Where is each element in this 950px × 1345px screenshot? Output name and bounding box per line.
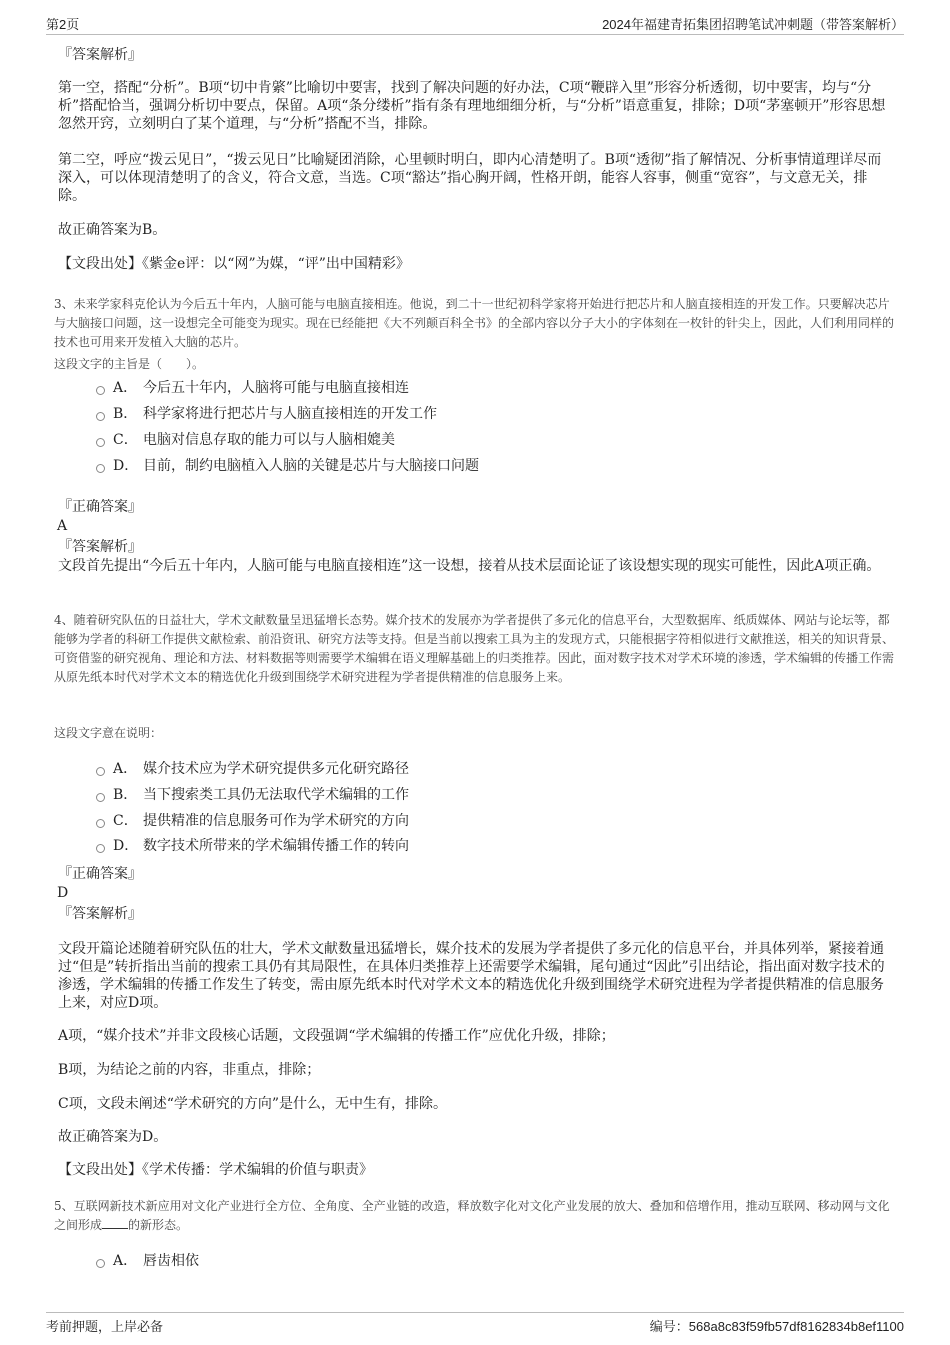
q3-option-b[interactable]: B． 科学家将进行把芯片与人脑直接相连的开发工作: [96, 405, 437, 423]
q4-answer-heading: 『正确答案』: [58, 866, 142, 882]
q4-source: 【文段出处】《学术传播：学术编辑的价值与职责》: [58, 1162, 373, 1178]
q4-analysis-heading: 『答案解析』: [58, 906, 142, 922]
q4-option-b[interactable]: B． 当下搜索类工具仍无法取代学术编辑的工作: [96, 786, 409, 804]
q4-option-c[interactable]: C． 提供精准的信息服务可作为学术研究的方向: [96, 812, 409, 830]
q2-analysis-p2: 第二空，呼应“拨云见日”，“拨云见日”比喻疑团消除，心里顿时明白，即内心清楚明了。B项“透彻”指了解情况、分析事情道理详尽而深入，可以体现清楚明了的含义，符合文意，当选。C项“豁达”指心胸开阔，性格开朗，能容人容事，侧重“宽容”，与文意无关，排除。: [58, 152, 882, 204]
radio-icon[interactable]: [96, 844, 105, 853]
q4-option-a-note: A项，“媒介技术”并非文段核心话题，文段强调“学术编辑的传播工作”应优化升级，排除；: [58, 1028, 615, 1044]
q3-answer: A: [57, 518, 68, 534]
q2-conclusion: 故正确答案为B。: [58, 222, 167, 238]
q4-option-b-note: B项，为结论之前的内容，非重点，排除；: [58, 1062, 321, 1078]
document-title: 2024年福建青拓集团招聘笔试冲刺题（带答案解析）: [602, 17, 904, 32]
q4-stem: 4、随着研究队伍的日益壮大，学术文献数量呈迅猛增长态势。媒介技术的发展亦为学者提供了多元化的信息平台，大型数据库、纸质媒体、网站与论坛等，都能够为学者的科研工作提供文献检索、前沿资讯、研究方法等支持。但是当前以搜索工具为主的发现方式，只能根据字符相似进行文献推送，相关的知识背景、可资借鉴的研究视角、理论和方法、材料数据等则需要学术编辑在语义理解基础上的归类推荐。因此，面对数字技术对学术环境的渗透，学术编辑的传播工作需从原先纸本时代对学术文本的精选优化升级到围绕学术研究进程为学者提供精准的信息服务上来。: [54, 613, 895, 684]
q4-answer: D: [57, 885, 69, 901]
q2-source: 【文段出处】《紫金e评：以“网”为媒，“评”出中国精彩》: [58, 256, 410, 272]
q3-stem: 3、未来学家科克伦认为今后五十年内，人脑可能与电脑直接相连。他说，到二十一世纪初科学家将开始进行把芯片和人脑直接相连的开发工作。只要解决芯片与大脑接口问题，这一设想完全可能变为现实。现在已经能把《大不列颠百科全书》的全部内容以分子大小的字体刻在一枚针的针尖上，因此，人们利用同样的技术也可用来开发植入大脑的芯片。: [54, 297, 895, 349]
document-code: 编号：568a8c83f59fb57df8162834b8ef1100: [649, 1319, 904, 1334]
page-number: 第2页: [46, 17, 80, 32]
q4-option-c-note: C项，文段未阐述“学术研究的方向”是什么，无中生有，排除。: [58, 1096, 448, 1112]
q4-option-a[interactable]: A． 媒介技术应为学术研究提供多元化研究路径: [96, 760, 409, 778]
radio-icon[interactable]: [96, 1259, 105, 1268]
radio-icon[interactable]: [96, 464, 105, 473]
q4-option-d[interactable]: D． 数字技术所带来的学术编辑传播工作的转向: [96, 837, 409, 855]
q3-option-d[interactable]: D． 目前，制约电脑植入人脑的关键是芯片与大脑接口问题: [96, 457, 479, 475]
answer-blank: [102, 1216, 128, 1229]
q4-conclusion: 故正确答案为D。: [58, 1129, 168, 1145]
radio-icon[interactable]: [96, 386, 105, 395]
q3-option-a[interactable]: A． 今后五十年内，人脑将可能与电脑直接相连: [96, 379, 409, 397]
q3-prompt: 这段文字的主旨是（ ）。: [54, 357, 205, 371]
q3-analysis: 文段首先提出“今后五十年内，人脑可能与电脑直接相连”这一设想，接着从技术层面论证了该设想实现的现实可能性，因此A项正确。: [58, 558, 881, 574]
q4-prompt: 这段文字意在说明：: [54, 726, 163, 740]
footer-slogan: 考前押题，上岸必备: [46, 1319, 164, 1334]
radio-icon[interactable]: [96, 412, 105, 421]
q3-analysis-heading: 『答案解析』: [58, 539, 142, 555]
page-header: [46, 14, 904, 35]
page-footer: [46, 1312, 904, 1335]
radio-icon[interactable]: [96, 793, 105, 802]
radio-icon[interactable]: [96, 819, 105, 828]
radio-icon[interactable]: [96, 767, 105, 776]
q5-stem: 5、互联网新技术新应用对文化产业进行全方位、全角度、全产业链的改造，释放数字化对文化产业发展的放大、叠加和倍增作用，推动互联网、移动网与文化之间形成 的新形态。: [54, 1199, 890, 1232]
q5-option-a[interactable]: A． 唇齿相依: [96, 1252, 199, 1270]
q2-analysis-heading: 『答案解析』: [58, 47, 142, 63]
q4-analysis: 文段开篇论述随着研究队伍的壮大，学术文献数量迅猛增长，媒介技术的发展为学者提供了多元化的信息平台，并具体列举，紧接着通过“但是”转折指出当前的搜索工具仍有其局限性，在具体归类推荐上还需要学术编辑，尾句通过“因此”引出结论，指出面对数字技术的渗透，学术编辑的传播工作发生了转变，需由原先纸本时代对学术文本的精选优化升级到围绕学术研究进程为学者提供精准的信息服务上来，对应D项。: [58, 941, 885, 1011]
q3-option-c[interactable]: C． 电脑对信息存取的能力可以与人脑相媲美: [96, 431, 395, 449]
q2-analysis-p1: 第一空，搭配“分析”。B项“切中肯綮”比喻切中要害，找到了解决问题的好办法，C项“鞭辟入里”形容分析透彻，切中要害，均与“分析”搭配恰当，强调分析切中要点，保留。A项“条分缕析”指有条有理地细细分析，与“分析”语意重复，排除；D项“茅塞顿开”形容思想忽然开窍，立刻明白了某个道理，与“分析”搭配不当，排除。: [58, 80, 886, 132]
q3-answer-heading: 『正确答案』: [58, 499, 142, 515]
radio-icon[interactable]: [96, 438, 105, 447]
